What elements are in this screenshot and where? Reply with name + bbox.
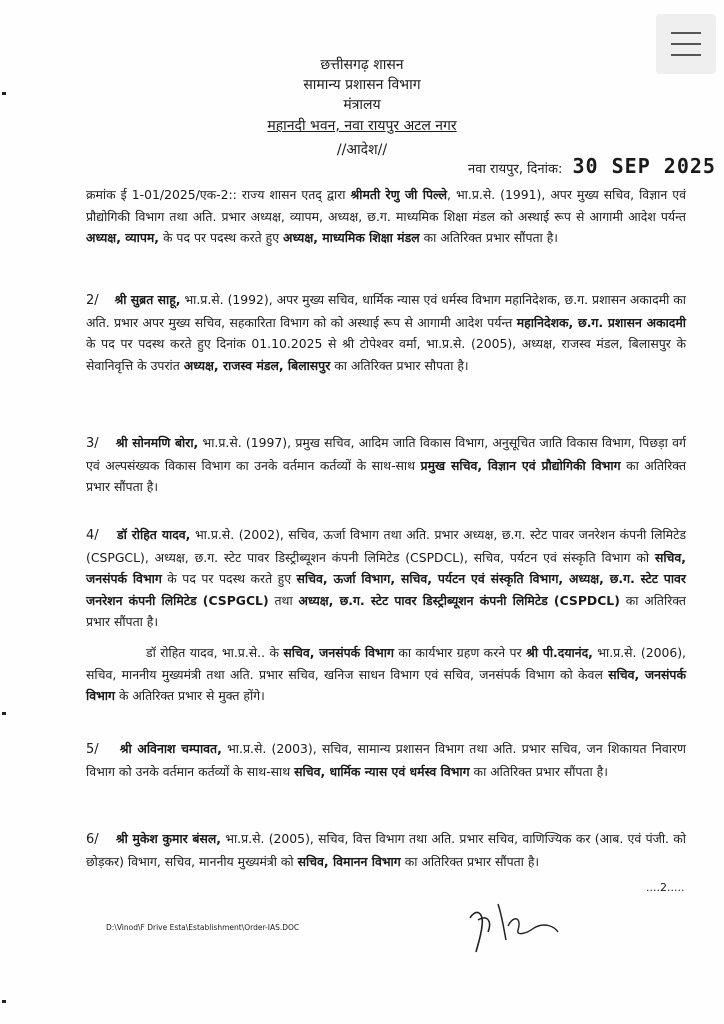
para-bold: श्री पी.दयानंद,	[526, 645, 593, 660]
para-bold: डॉ रोहित यादव,	[116, 527, 191, 542]
para-text: के अतिरिक्त प्रभार से मुक्त होंगे।	[115, 688, 265, 704]
para-bold: श्री मुकेश कुमार बंसल,	[115, 831, 221, 846]
para-bold: प्रमुख सचिव, विज्ञान एवं प्रौद्योगिकी विभाग	[420, 457, 621, 473]
dateline	[468, 154, 716, 178]
page-continuation: ....2.....	[646, 881, 685, 894]
para-text: का अतिरिक्त प्रभार सौपता है।	[330, 357, 469, 373]
para-bold: श्री सोनमणि बोरा,	[115, 435, 199, 450]
para-text: भा.प्र.से. (2005), सचिव, वित्त विभाग तथा अति. प्रभार सचिव, वाणिज्यिक कर (आब. एवं पंजी. को छोड़कर) विभाग, सचिव, माननीय मुख्यमंत्री को	[86, 831, 686, 869]
para-bold: सचिव, धार्मिक न्यास एवं धर्मस्व विभाग	[294, 763, 470, 779]
para-bold: सचिव, जनसंपर्क विभाग	[86, 666, 686, 704]
file-path: D:\Vinod\F Drive Esta\Establishment\Order-IAS.DOC	[106, 923, 300, 932]
para-text: भा.प्र.से. (2006), सचिव, माननीय मुख्यमंत्री तथा अति. प्रभार सचिव, खनिज साधन विभाग एवं सचिव, जनसंपर्क विभाग को केवल	[86, 645, 686, 682]
para-bold: सचिव, विमानन विभाग	[297, 853, 401, 869]
header-line-1: छत्तीसगढ़ शासन	[320, 57, 404, 73]
para-text: का कार्यभार ग्रहण करने पर	[393, 645, 527, 660]
paragraph-3	[86, 432, 686, 498]
para-text: , भा.प्र.से. (1991), अपर मुख्य सचिव, विज्ञान एवं प्रौद्योगिकी विभाग तथा अति. प्रभार अध्यक्ष, व्यापम, अध्यक्ष, छ.ग. माध्यमिक शिक्षा मंडल को अस्थाई रूप से आगामी आदेश पर्यन्त	[86, 187, 686, 224]
paragraph-5	[86, 738, 686, 782]
para-text: के पद पर पदस्थ करते हुए	[161, 571, 297, 587]
paragraph-2	[86, 289, 686, 376]
para-bold: महानिदेशक, छ.ग. प्रशासन अकादमी	[516, 314, 686, 330]
header-line-5: //आदेश//	[336, 142, 388, 158]
para-text: के पद पर पदस्थ करते हुए	[159, 230, 284, 246]
para-bold: अध्यक्ष, माध्यमिक शिक्षा मंडल	[283, 230, 420, 246]
scan-mark	[2, 712, 6, 715]
para-bold: अध्यक्ष, व्यापम,	[86, 230, 160, 246]
paragraph-4	[86, 524, 686, 633]
para-bold: सचिव, जनसंपर्क विभाग	[283, 645, 394, 660]
para-text: भा.प्र.से. (2003), सचिव, सामान्य प्रशासन विभाग तथा अति. प्रभार सचिव, जन शिकायत निवारण विभाग को उनके वर्तमान कर्तव्यों के साथ-साथ	[86, 741, 686, 779]
paragraph-1	[86, 184, 686, 249]
para-bold: अध्यक्ष, राजस्व मंडल, बिलासपुर	[183, 357, 331, 373]
header-line-4: महानदी भवन, नवा रायपुर अटल नगर	[267, 118, 457, 134]
para-bold: श्री सुब्रत साहू,	[114, 292, 181, 307]
para-text: के पद पर पदस्थ करते हुए दिनांक 01.10.2025 से श्री टोपेश्वर वर्मा, भा.प्र.से. (2005), अध्यक्ष, राजस्व मंडल, बिलासपुर के सेवानिवृत्ति के उपरांत	[86, 336, 686, 373]
para-text: तथा	[268, 592, 299, 608]
para-bold: अध्यक्ष, छ.ग. स्टेट पावर डिस्ट्रीब्यूशन कंपनी लिमिटेड (CSPDCL)	[298, 592, 620, 608]
header-line-2: सामान्य प्रशासन विभाग	[303, 77, 421, 93]
para-text: भा.प्र.से. (2002), सचिव, ऊर्जा विभाग तथा अति. प्रभार अध्यक्ष, छ.ग. स्टेट पावर जनरेशन कंपनी लिमिटेड (CSPGCL), अध्यक्ष, छ.ग. स्टेट पावर डिस्ट्रीब्यूशन कंपनी लिमिटेड (CSPDCL), सचिव, पर्यटन एवं संस्कृति विभाग को	[86, 527, 686, 565]
para-number: 6/	[86, 832, 99, 847]
para-number: 3/	[86, 436, 99, 451]
para-text: का अतिरिक्त प्रभार सौंपता है।	[86, 457, 687, 495]
scan-mark	[2, 92, 6, 95]
date-stamp: 30 SEP 2025	[572, 154, 716, 178]
para-text: भा.प्र.से. (1997), प्रमुख सचिव, आदिम जाति विकास विभाग, अनुसूचित जाति विकास विभाग, पिछड़ा वर्ग एवं अल्पसंख्यक विकास विभाग का उनके वर्तमान कर्तव्यों के साथ-साथ	[86, 435, 686, 473]
para-bold: सचिव, ऊर्जा विभाग, सचिव, पर्यटन एवं संस्कृति विभाग, अध्यक्ष, छ.ग. स्टेट पावर जनरेशन कंपनी लिमिटेड (CSPGCL)	[86, 571, 686, 608]
para-text: क्रमांक ई 1-01/2025/एक-2:: राज्य शासन एतद् द्वारा	[86, 187, 351, 202]
para-text: डॉ रोहित यादव, भा.प्र.से.. के	[146, 645, 284, 660]
scan-mark	[2, 1000, 6, 1003]
para-bold: श्री अविनाश चम्पावत,	[119, 741, 222, 756]
para-bold: श्रीमती रेणु जी पिल्ले	[350, 187, 448, 202]
para-number: 5/	[86, 742, 99, 757]
paragraph-6	[86, 828, 686, 872]
para-text: का अतिरिक्त प्रभार सौंपता है।	[86, 592, 686, 630]
date-label: नवा रायपुर, दिनांक:	[468, 162, 563, 177]
para-text: भा.प्र.से. (1992), अपर मुख्य सचिव, धार्मिक न्यास एवं धर्मस्व विभाग महानिदेशक, छ.ग. प्रशासन अकादमी का अति. प्रभार अपर मुख्य सचिव, सहकारिता विभाग को को अस्थाई रूप से आगामी आदेश पर्यन्त	[86, 292, 686, 330]
para-text: का अतिरिक्त प्रभार सौंपता है।	[419, 230, 558, 246]
para-number: 2/	[86, 293, 99, 308]
paragraph-4-cont	[86, 642, 686, 707]
header-line-3: मंत्रालय	[343, 97, 381, 113]
para-text: का अतिरिक्त प्रभार सौंपता है।	[400, 853, 540, 869]
signature	[462, 896, 562, 956]
para-number: 4/	[86, 528, 99, 543]
para-text: का अतिरिक्त प्रभार सौंपता है।	[469, 763, 608, 779]
para-bold: सचिव, जनसंपर्क विभाग	[86, 549, 686, 587]
